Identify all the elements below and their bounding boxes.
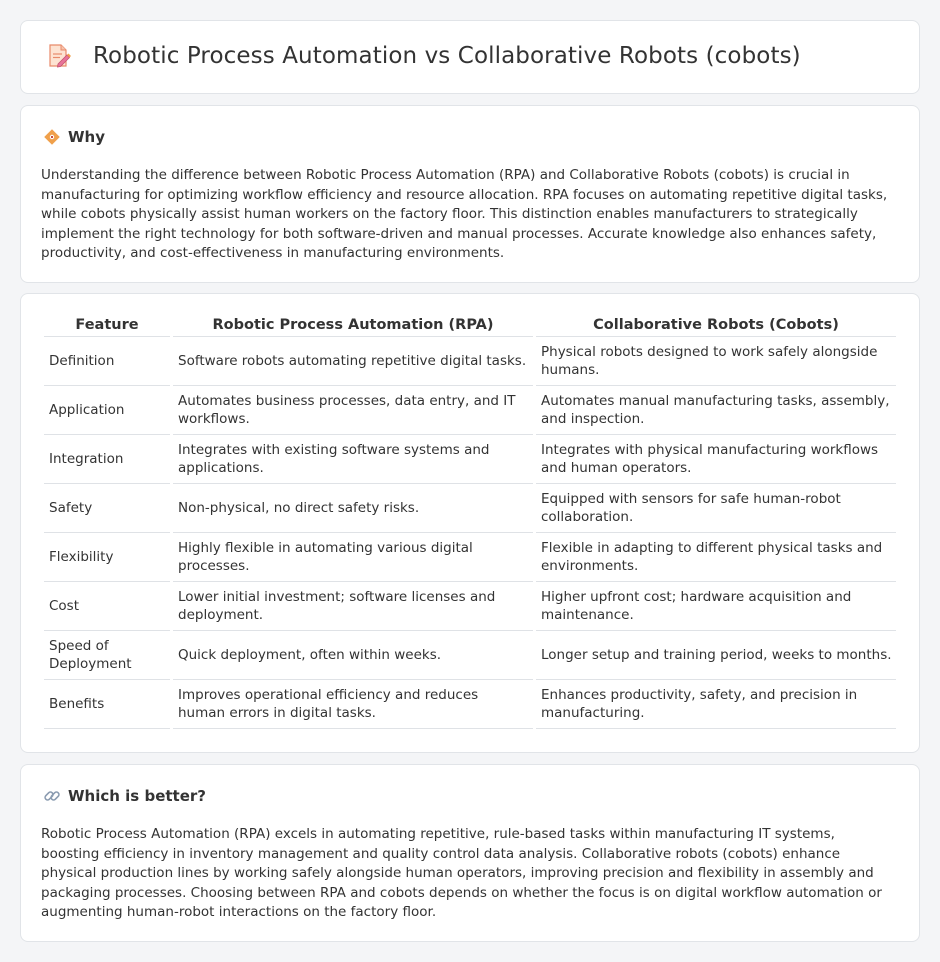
table-row [44, 435, 896, 484]
table-row [44, 582, 896, 631]
table-row [44, 337, 896, 386]
table-row [44, 386, 896, 435]
feature-cell: Benefits [44, 680, 170, 729]
rpa-cell: Integrates with existing software systems and applications. [173, 435, 533, 484]
comparison-table [41, 316, 899, 729]
feature-cell: Flexibility [44, 533, 170, 582]
comparison-card [20, 293, 920, 753]
cobots-cell: Equipped with sensors for safe human-robot collaboration. [536, 484, 896, 533]
rpa-cell: Software robots automating repetitive digital tasks. [173, 337, 533, 386]
feature-cell: Application [44, 386, 170, 435]
rpa-cell: Automates business processes, data entry, and IT workflows. [173, 386, 533, 435]
page-title: Robotic Process Automation vs Collaborative Robots (cobots) [93, 43, 801, 69]
table-row [44, 484, 896, 533]
cobots-cell: Physical robots designed to work safely alongside humans. [536, 337, 896, 386]
cobots-cell: Integrates with physical manufacturing workflows and human operators. [536, 435, 896, 484]
header-rpa: Robotic Process Automation (RPA) [173, 316, 533, 337]
document-pencil-icon [47, 43, 71, 69]
rpa-cell: Non-physical, no direct safety risks. [173, 484, 533, 533]
feature-cell: Definition [44, 337, 170, 386]
rpa-cell: Improves operational efficiency and reduces human errors in digital tasks. [173, 680, 533, 729]
cobots-cell: Flexible in adapting to different physical tasks and environments. [536, 533, 896, 582]
feature-cell: Safety [44, 484, 170, 533]
why-section [20, 105, 920, 283]
feature-cell: Cost [44, 582, 170, 631]
feature-cell: Integration [44, 435, 170, 484]
feature-cell: Speed of Deployment [44, 631, 170, 680]
cobots-cell: Longer setup and training period, weeks to months. [536, 631, 896, 680]
why-heading: Why [68, 128, 106, 146]
rpa-cell: Highly flexible in automating various digital processes. [173, 533, 533, 582]
table-row [44, 680, 896, 729]
header-feature: Feature [44, 316, 170, 337]
which-better-heading: Which is better? [68, 787, 206, 805]
table-row [44, 533, 896, 582]
rpa-cell: Lower initial investment; software licenses and deployment. [173, 582, 533, 631]
table-header-row [44, 316, 896, 337]
which-better-paragraph: Robotic Process Automation (RPA) excels in automating repetitive, rule-based tasks within manufacturing IT systems, boosting efficiency in inventory management and quality control data analysis. Collaborative robots (cobots) enhance physical production lines by working safely alongside human operators, improving precision and flexibility in assembly and packaging processes. Choosing between RPA and cobots depends on whether the focus is on digital workflow automation or augmenting human-robot interactions on the factory floor. [41, 826, 882, 921]
header-cobots: Collaborative Robots (Cobots) [536, 316, 896, 337]
header-card [20, 20, 920, 94]
cobots-cell: Automates manual manufacturing tasks, assembly, and inspection. [536, 386, 896, 435]
link-icon [43, 787, 61, 805]
which-better-section [20, 764, 920, 942]
table-row [44, 631, 896, 680]
cobots-cell: Enhances productivity, safety, and precision in manufacturing. [536, 680, 896, 729]
diamond-signal-icon [43, 128, 61, 146]
why-paragraph: Understanding the difference between Robotic Process Automation (RPA) and Collaborative Robots (cobots) is crucial in manufacturing for optimizing workflow efficiency and resource allocation. RPA focuses on automating repetitive digital tasks, while cobots physically assist human workers on the factory floor. This distinction enables manufacturers to strategically implement the right technology for both software-driven and manual processes. Accurate knowledge also enhances safety, productivity, and cost-effectiveness in manufacturing environments. [41, 167, 888, 262]
cobots-cell: Higher upfront cost; hardware acquisition and maintenance. [536, 582, 896, 631]
rpa-cell: Quick deployment, often within weeks. [173, 631, 533, 680]
